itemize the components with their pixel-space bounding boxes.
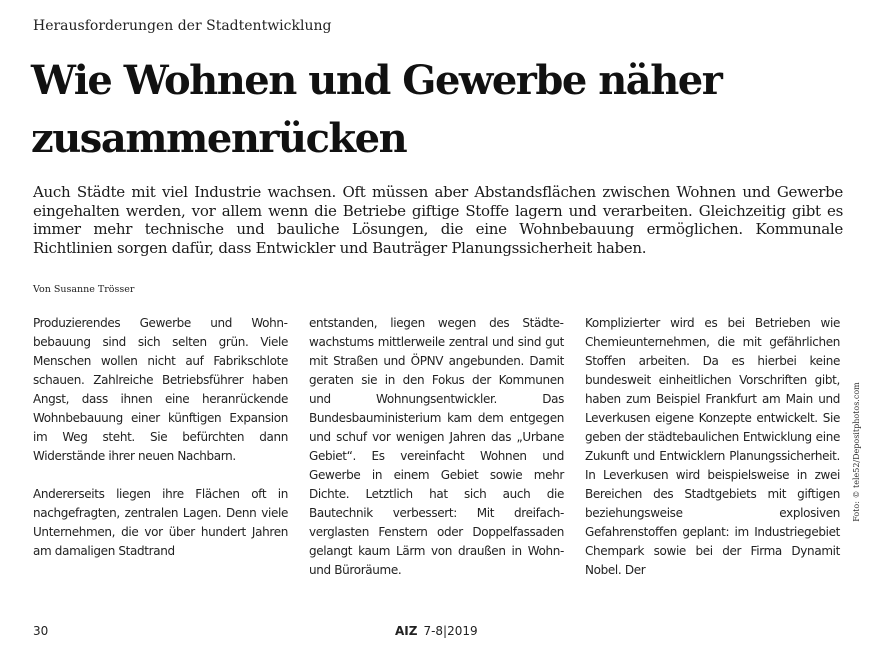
magazine-footer [395, 624, 478, 638]
kicker: Herausforderungen der Stadtentwicklung [33, 18, 332, 34]
page-title: Wie Wohnen und Gewerbe näher zusammenrücken [31, 57, 722, 162]
magazine-name: AIZ [395, 624, 418, 638]
body-paragraph: Andererseits liegen ihre Flächen oft in nachgefragten, zentralen Lagen. Denn viele Unternehmen, die vor über hundert Jahren am damaligen Stadtrand [33, 487, 288, 558]
body-paragraph: Produzierendes Gewerbe und Wohnbebauung sind sich selten grün. Viele Menschen wollen nicht auf Fabrikschlote schauen. Zahlreiche Betriebsführer haben Angst, dass ihnen eine heranrückende Wohnbebauung einer künftigen Expansion im Weg steht. Sie befürchten dann Widerstände ihrer neuen Nachbarn. [33, 316, 288, 463]
article-column-2 [309, 314, 564, 580]
issue-number: 7-8|2019 [423, 624, 478, 638]
body-paragraph: Komplizierter wird es bei Betrieben wie Chemieunternehmen, die mit gefährlichen Stoffen arbeiten. Da es hierbei keine bundesweit einheitlichen Vorschriften gibt, haben zum Beispiel Frankfurt am Main und Leverkusen eigene Konzepte entwickelt. Sie geben der städtebaulichen Entwicklung eine Zukunft und Entwicklern Planungssicherheit. In Leverkusen wird beispielsweise in zwei Bereichen des Stadtgebiets mit giftigen beziehungsweise explosiven Gefahrenstoffen geplant: im Industriegebiet Chempark sowie bei der Firma Dynamit Nobel. Der [585, 316, 840, 577]
photo-credit-text: Foto: © tele52/Depositphotos.com [852, 382, 861, 522]
article-column-1 [33, 314, 288, 561]
author-byline: Von Susanne Trösser [33, 284, 135, 295]
lead-paragraph: Auch Städte mit viel Industrie wachsen. Oft müssen aber Abstandsflächen zwischen Wohnen und Gewerbe eingehalten werden, vor allem wenn die Betriebe giftige Stoffe lagern und verarbeiten. Gleichzeitig gibt es immer mehr technische und bauliche Lösungen, die eine Wohnbebauung ermöglichen. Kommunale Richtlinien sorgen dafür, dass Entwickler und Bauträger Planungssicherheit haben. [33, 183, 843, 257]
body-paragraph: entstanden, liegen wegen des Städtewachstums mittlerweile zentral und sind gut mit Straßen und ÖPNV angebunden. Damit geraten sie in den Fokus der Kommunen und Wohnungsentwickler. Das Bundesbauministerium kam dem entgegen und schuf vor wenigen Jahren das „Urbane Gebiet“. Es vereinfacht Wohnen und Gewerbe in einem Gebiet sowie mehr Dichte. Letztlich hat sich auch die Bautechnik verbessert: Mit dreifach-verglasten Fenstern oder Doppelfassaden gelangt kaum Lärm von draußen in Wohn- und Büroräume. [309, 316, 564, 577]
article-column-3 [585, 314, 840, 580]
page-number: 30 [33, 624, 49, 638]
